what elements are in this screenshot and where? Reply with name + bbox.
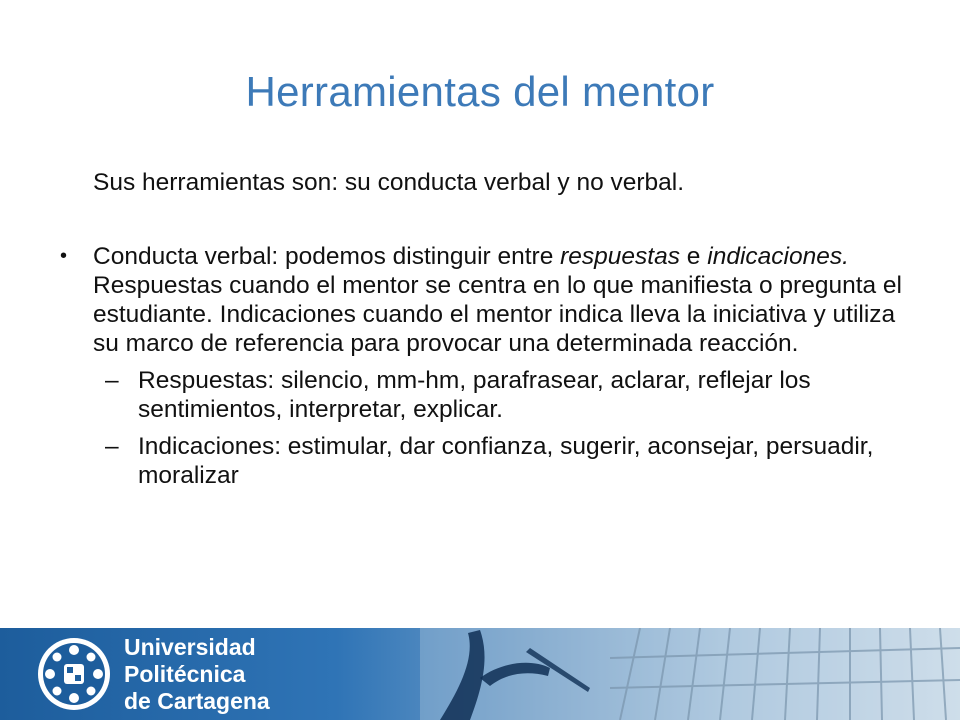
brand-line-3: de Cartagena xyxy=(124,688,270,714)
university-name xyxy=(124,634,270,715)
bullet-emphasis-respuestas: respuestas xyxy=(560,243,680,270)
upct-seal-icon xyxy=(36,636,112,712)
sub-marker: – xyxy=(105,367,119,394)
bullet-item xyxy=(60,242,910,358)
bullet-marker: • xyxy=(60,245,68,267)
sub-marker: – xyxy=(105,433,119,460)
building-photo xyxy=(420,628,960,720)
slide-title: Herramientas del mentor xyxy=(245,68,715,115)
bullet-part3: Respuestas cuando el mentor se centra en lo que manifiesta o pregunta el estudiante. Indicaciones cuando el mentor indica lleva la iniciativa y utiliza su marco de referencia para provocar una determinada reacción. xyxy=(93,272,903,357)
sub-item-indicaciones xyxy=(105,432,910,490)
brand-line-2: Politécnica xyxy=(124,661,246,687)
bullet-part1: Conducta verbal: podemos distinguir entre xyxy=(93,243,561,270)
sub-item-respuestas xyxy=(105,366,910,424)
bullet-text xyxy=(93,242,910,358)
brand-line-1: Universidad xyxy=(124,634,256,660)
footer-banner xyxy=(0,628,960,720)
sub-text: Respuestas: silencio, mm-hm, parafrasear, aclarar, reflejar los sentimientos, interpretar, explicar. xyxy=(138,367,811,423)
intro-text: Sus herramientas son: su conducta verbal y no verbal. xyxy=(93,169,685,196)
sub-text: Indicaciones: estimular, dar confianza, sugerir, aconsejar, persuadir, moralizar xyxy=(138,433,874,489)
bullet-part2: e xyxy=(680,243,708,270)
bullet-emphasis-indicaciones: indicaciones. xyxy=(707,243,849,270)
slide-body xyxy=(60,168,910,490)
